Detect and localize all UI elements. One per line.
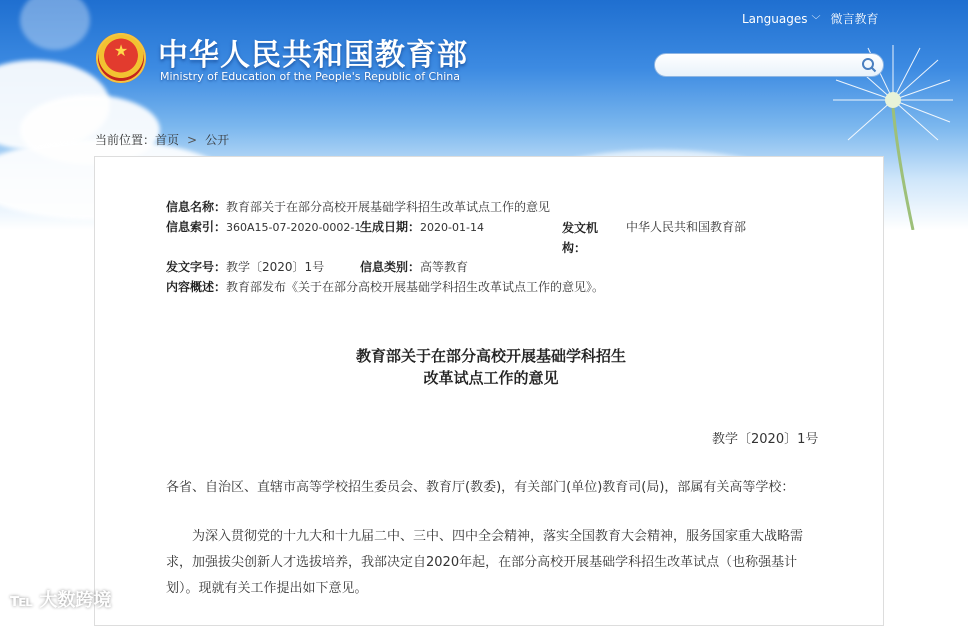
- meta-index-value: 360A15-07-2020-0002-1: [226, 221, 362, 234]
- site-subtitle: Ministry of Education of the People's Republic of China: [160, 70, 460, 83]
- national-emblem-logo[interactable]: [96, 33, 146, 83]
- meta-name-value: 教育部关于在部分高校开展基础学科招生改革试点工作的意见: [226, 200, 551, 214]
- meta-date-row: [360, 218, 484, 235]
- breadcrumb-current-link[interactable]: 公开: [205, 133, 230, 147]
- breadcrumb-prefix: 当前位置：: [95, 133, 156, 147]
- breadcrumb-separator: >: [187, 133, 198, 147]
- cloud-decoration: [20, 0, 90, 50]
- document-title-line1: 教育部关于在部分高校开展基础学科招生: [355, 347, 626, 365]
- breadcrumb: [95, 131, 229, 148]
- meta-summary-row: [166, 278, 604, 295]
- meta-docno-row: [166, 258, 324, 275]
- meta-category-row: [360, 258, 468, 275]
- weibo-link[interactable]: 微言教育: [830, 12, 879, 26]
- meta-name-label: 信息名称：: [166, 200, 227, 214]
- watermark-text: 大数跨境: [39, 590, 112, 611]
- meta-date-value: 2020-01-14: [420, 221, 484, 234]
- document-number: 教学〔2020〕1号: [712, 432, 819, 447]
- site-title[interactable]: 中华人民共和国教育部: [158, 38, 468, 73]
- meta-docno-value: 教学〔2020〕1号: [226, 260, 325, 274]
- document-title: [166, 345, 816, 389]
- meta-index-row: [166, 218, 361, 235]
- document-addressee: 各省、自治区、直辖市高等学校招生委员会、教育厅(教委)，有关部门(单位)教育司(局)，部属有关高等学校：: [166, 480, 795, 495]
- languages-menu[interactable]: Languages: [742, 12, 808, 26]
- meta-summary-value: 教育部发布《关于在部分高校开展基础学科招生改革试点工作的意见》。: [226, 280, 605, 294]
- meta-issuer-value: 中华人民共和国教育部: [626, 220, 747, 234]
- meta-summary-label: 内容概述：: [166, 280, 227, 294]
- meta-issuer-label-line2: 构：: [562, 241, 587, 255]
- meta-issuer-label: [562, 218, 598, 258]
- meta-docno-label: 发文字号：: [166, 260, 227, 274]
- breadcrumb-home-link[interactable]: 首页: [155, 133, 180, 147]
- meta-category-label: 信息类别：: [360, 260, 421, 274]
- meta-date-label: 生成日期：: [360, 220, 421, 234]
- meta-index-label: 信息索引：: [166, 220, 227, 234]
- top-nav: [742, 10, 879, 27]
- meta-issuer-label-line1: 发文机: [562, 221, 599, 235]
- meta-name-row: [166, 198, 550, 215]
- chevron-down-icon[interactable]: ﹀: [811, 16, 821, 26]
- document-title-line2: 改革试点工作的意见: [423, 369, 559, 387]
- meta-category-value: 高等教育: [420, 260, 469, 274]
- search-input[interactable]: [665, 56, 859, 76]
- watermark: [10, 586, 111, 612]
- search-icon[interactable]: [861, 57, 877, 73]
- search-box: [654, 53, 884, 77]
- document-paragraph: 为深入贯彻党的十九大和十九届二中、三中、四中全会精神，落实全国教育大会精神，服务国家重大战略需求，加强拔尖创新人才选拔培养，我部决定自2020年起，在部分高校开展基础学科招生改革试点（也称强基计划）。现就有关工作提出如下意见。: [166, 529, 804, 596]
- watermark-icon: ℡: [10, 590, 40, 611]
